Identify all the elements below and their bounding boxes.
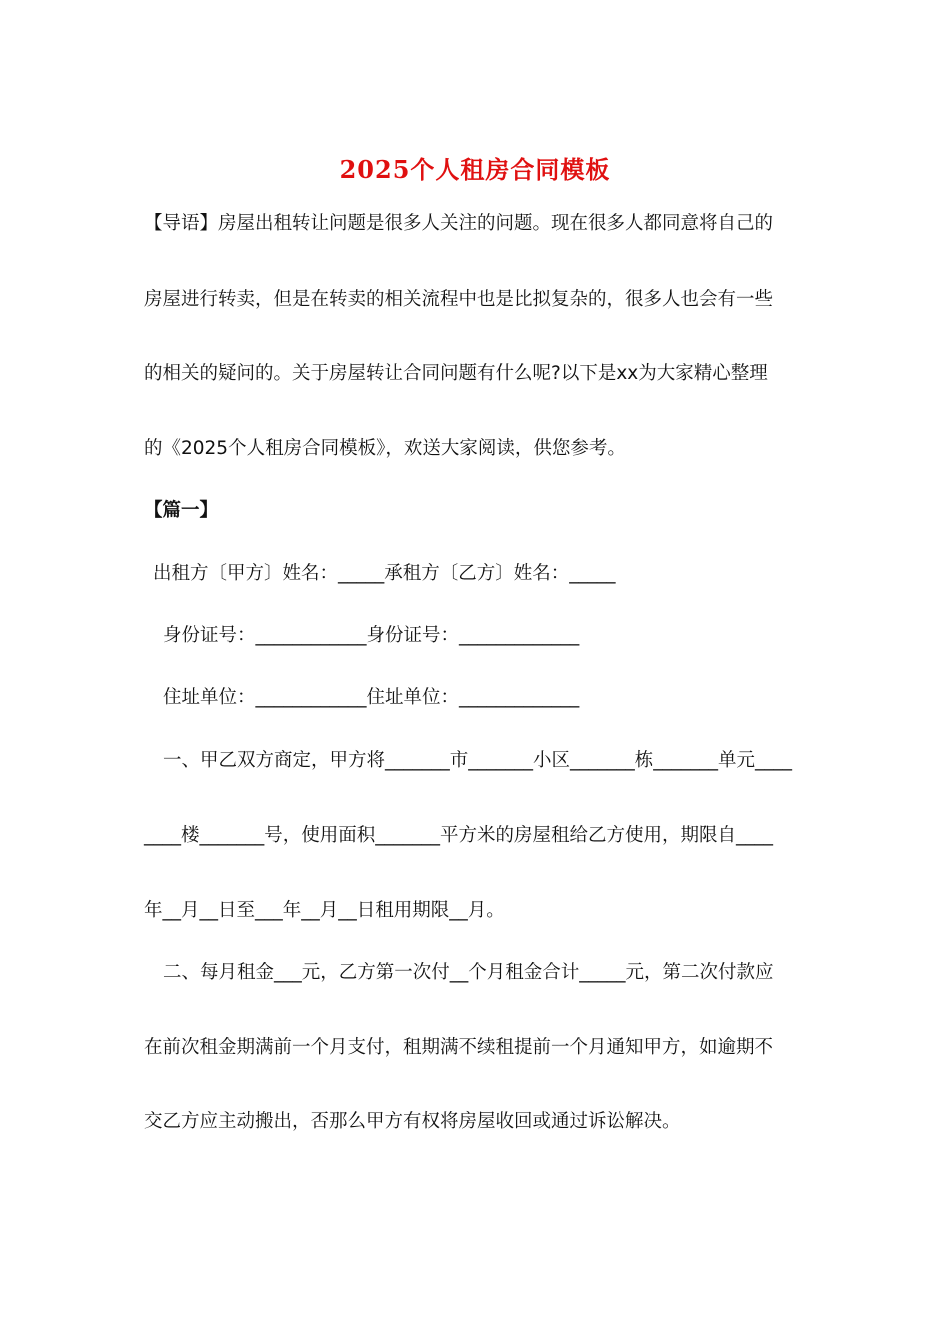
clause2-line-1: 二、每月租金___元，乙方第一次付__个月租金合计_____元，第二次付款应 — [163, 962, 774, 983]
clause1-line-1: 一、甲乙双方商定，甲方将_______市_______小区_______栋_______单元____ — [163, 750, 793, 771]
party-line-address: 住址单位：____________住址单位：_____________ — [163, 687, 580, 708]
clause1-line-2: ____楼_______号，使用面积_______平方米的房屋租给乙方使用，期限自____ — [144, 825, 774, 846]
clause1-line-3: 年__月__日至___年__月__日租用期限__月。 — [144, 900, 505, 921]
intro-line-4: 的《2025个人租房合同模板》，欢送大家阅读，供您参考。 — [144, 438, 626, 459]
document-title: 2025个人租房合同模板 — [339, 155, 611, 184]
party-line-id: 身份证号：____________身份证号：_____________ — [163, 625, 580, 646]
intro-line-2: 房屋进行转卖，但是在转卖的相关流程中也是比拟复杂的，很多人也会有一些 — [144, 289, 774, 310]
intro-line-1: 【导语】房屋出租转让问题是很多人关注的问题。现在很多人都同意将自己的 — [144, 213, 774, 234]
party-line-name: 出租方〔甲方〕姓名：_____承租方〔乙方〕姓名：_____ — [153, 563, 616, 584]
intro-line-3: 的相关的疑问的。关于房屋转让合同问题有什么呢?以下是xx为大家精心整理 — [144, 363, 768, 384]
clause2-line-2: 在前次租金期满前一个月支付，租期满不续租提前一个月通知甲方，如逾期不 — [144, 1037, 774, 1058]
clause2-line-3: 交乙方应主动搬出，否那么甲方有权将房屋收回或通过诉讼解决。 — [144, 1111, 681, 1132]
section-heading: 【篇一】 — [144, 500, 219, 521]
